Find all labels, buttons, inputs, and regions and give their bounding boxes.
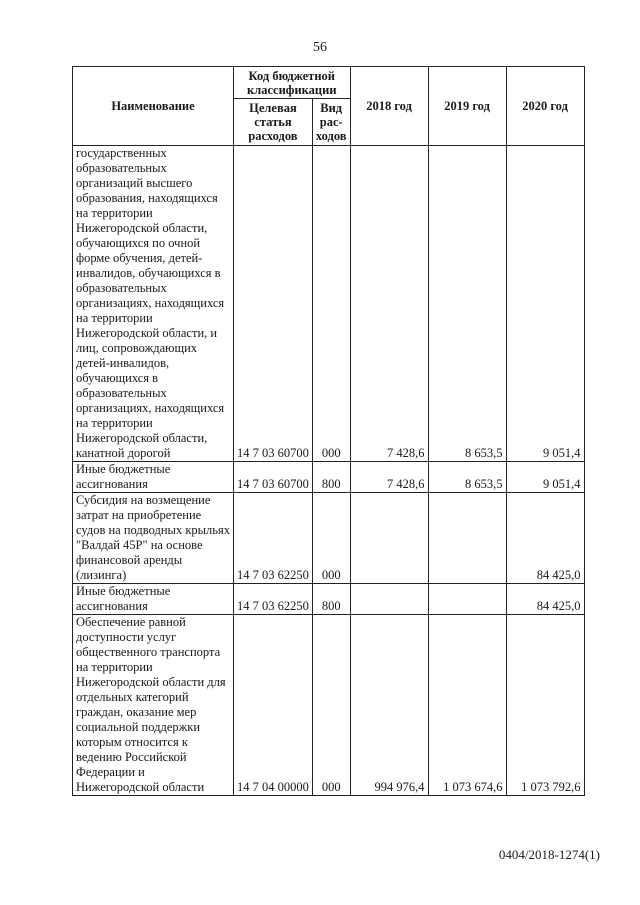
row-name: государственных образовательных организаций высшего образования, находящихся на территории Нижегородской области, обучающихся по очной форме обучения, детей-инвалидов, обучающихся в образовательных организациях, находящихся на территории Нижегородской области, и лиц, сопровождающих детей-инвалидов, обучающихся в образовательных организациях, находящихся на территории Нижегородской области, канатной дорогой [73, 146, 234, 462]
row-target-article: 14 7 03 60700 [234, 146, 313, 462]
row-value-2020: 84 425,0 [506, 493, 584, 584]
row-name: Обеспечение равной доступности услуг общественного транспорта на территории Нижегородской области для отдельных категорий граждан, оказание мер социальной поддержки которым относится к ведению Российской Федерации и Нижегородской области [73, 615, 234, 796]
row-name: Субсидия на возмещение затрат на приобретение судов на подводных крыльях "Валдай 45Р" на основе финансовой аренды (лизинга) [73, 493, 234, 584]
header-year-2018: 2018 год [350, 67, 428, 146]
header-year-2019: 2019 год [428, 67, 506, 146]
header-year-2020: 2020 год [506, 67, 584, 146]
table-row [73, 146, 585, 462]
table-row [73, 584, 585, 615]
row-name: Иные бюджетные ассигнования [73, 462, 234, 493]
row-target-article: 14 7 03 62250 [234, 493, 313, 584]
header-expense-kind: Вид рас-ходов [312, 99, 350, 146]
row-value-2020: 9 051,4 [506, 146, 584, 462]
row-target-article: 14 7 03 62250 [234, 584, 313, 615]
row-value-2018: 994 976,4 [350, 615, 428, 796]
header-target-article: Целевая статья расходов [234, 99, 313, 146]
row-target-article: 14 7 04 00000 [234, 615, 313, 796]
table-row [73, 462, 585, 493]
row-value-2018 [350, 493, 428, 584]
row-expense-kind: 000 [312, 493, 350, 584]
row-expense-kind: 000 [312, 615, 350, 796]
row-name: Иные бюджетные ассигнования [73, 584, 234, 615]
row-value-2020: 84 425,0 [506, 584, 584, 615]
row-value-2018: 7 428,6 [350, 462, 428, 493]
row-expense-kind: 800 [312, 584, 350, 615]
row-value-2019: 1 073 674,6 [428, 615, 506, 796]
row-value-2019 [428, 584, 506, 615]
row-expense-kind: 000 [312, 146, 350, 462]
row-value-2020: 1 073 792,6 [506, 615, 584, 796]
header-name: Наименование [73, 67, 234, 146]
table-row [73, 615, 585, 796]
row-value-2020: 9 051,4 [506, 462, 584, 493]
row-value-2019 [428, 493, 506, 584]
row-target-article: 14 7 03 60700 [234, 462, 313, 493]
row-value-2018: 7 428,6 [350, 146, 428, 462]
row-expense-kind: 800 [312, 462, 350, 493]
row-value-2019: 8 653,5 [428, 462, 506, 493]
budget-table [72, 66, 585, 796]
row-value-2018 [350, 584, 428, 615]
header-code-group: Код бюджетной классификации [234, 67, 351, 99]
page-number: 56 [313, 40, 327, 55]
table-row [73, 493, 585, 584]
row-value-2019: 8 653,5 [428, 146, 506, 462]
document-code: 0404/2018-1274(1) [498, 847, 600, 862]
